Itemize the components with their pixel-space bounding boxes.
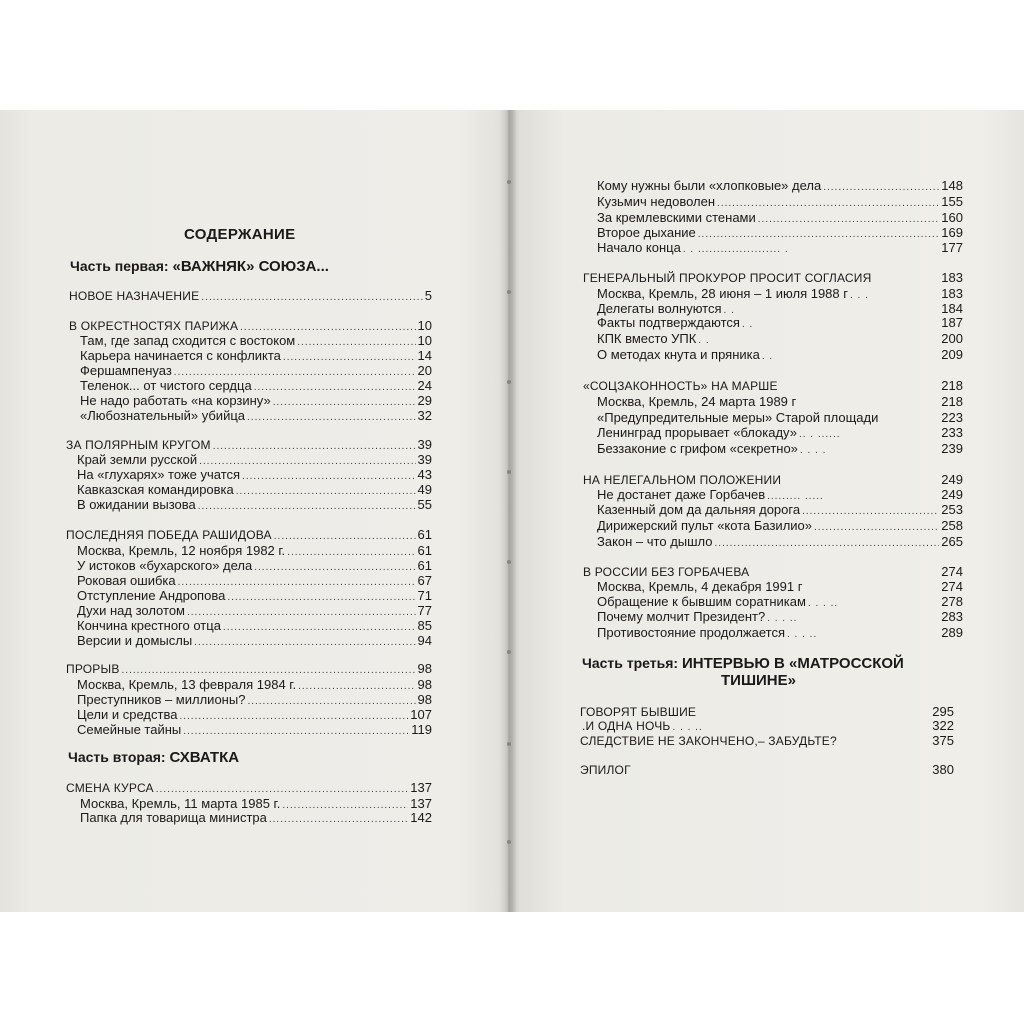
toc-entry-title: За кремлевскими стенами [597, 210, 756, 225]
toc-entry-title: НА НЕЛЕГАЛЬНОМ ПОЛОЖЕНИИ [583, 473, 782, 487]
toc-entry[interactable] [597, 594, 963, 610]
leader-dots [198, 499, 416, 515]
toc-entry-page: 218 [941, 394, 963, 409]
toc-entry-title: НОВОЕ НАЗНАЧЕНИЕ [69, 289, 200, 303]
toc-entry-page: 209 [941, 347, 963, 362]
toc-entry-page: 375 [932, 733, 954, 748]
toc-entry-title: Москва, Кремль, 28 июня – 1 июля 1988 г [597, 286, 848, 301]
toc-entry-title: ПРОРЫВ [66, 662, 120, 676]
toc-entry-page: 119 [411, 722, 432, 737]
toc-entry-page: 61 [417, 543, 432, 558]
toc-entry-page: 61 [417, 558, 432, 573]
toc-entry-title: Москва, Кремль, 24 марта 1989 г [597, 394, 797, 409]
toc-entry-page: 233 [941, 425, 963, 440]
toc-entry[interactable] [80, 363, 432, 379]
toc-entry[interactable] [597, 194, 963, 210]
toc-entry-title: СЛЕДСТВИЕ НЕ ЗАКОНЧЕНО,– ЗАБУДЬТЕ? [580, 734, 837, 748]
toc-entry[interactable] [597, 394, 963, 410]
toc-entry[interactable] [597, 425, 963, 441]
toc-entry[interactable] [583, 472, 963, 488]
toc-entry-page: 148 [941, 178, 963, 193]
toc-entry-page: 249 [941, 472, 963, 487]
part-three-name-line2: ТИШИНЕ» [721, 672, 796, 689]
toc-entry-title: В РОССИИ БЕЗ ГОРБАЧЕВА [583, 565, 750, 579]
toc-entry-page: 32 [417, 408, 432, 423]
toc-entry-title: Кавказская командировка [77, 482, 234, 497]
leader-dots [183, 724, 409, 740]
book-gutter [499, 110, 517, 912]
toc-entry-page: 71 [417, 588, 432, 603]
toc-entry-page: 20 [417, 363, 432, 378]
toc-entry-page: 137 [410, 796, 432, 811]
toc-entry-title: Духи над золотом [77, 603, 185, 618]
toc-entry[interactable] [77, 677, 432, 693]
toc-entry-title: «Предупредительные меры» Старой площади [597, 410, 879, 425]
toc-entry[interactable] [77, 482, 432, 498]
part-two-label: Часть вторая: [68, 749, 166, 765]
toc-entry-title: Второе дыхание [597, 225, 696, 240]
leader-dots [247, 410, 416, 426]
binding-stitch [507, 290, 511, 294]
toc-entry-title: Противостояние продолжается [597, 625, 785, 640]
binding-stitch [507, 380, 511, 384]
toc-entry-page: 39 [417, 437, 432, 452]
toc-entry-page: 239 [941, 441, 963, 456]
toc-entry-title: Не достанет даже Горбачев [597, 487, 766, 502]
leader-dots [201, 290, 422, 306]
toc-entry[interactable] [597, 240, 963, 256]
toc-entry-title: Москва, Кремль, 11 марта 1985 г. [80, 796, 281, 811]
toc-entry-page: 160 [941, 210, 963, 225]
toc-entry[interactable] [597, 579, 963, 595]
toc-entry-title: .И ОДНА НОЧЬ [582, 719, 671, 733]
toc-entry[interactable] [580, 762, 954, 778]
toc-entry-page: 253 [941, 502, 963, 517]
toc-entry-title: СМЕНА КУРСА [66, 781, 154, 795]
toc-entry[interactable] [80, 408, 432, 424]
toc-entry-title: О методах кнута и пряника [597, 347, 760, 362]
toc-entry[interactable] [69, 318, 432, 334]
toc-entry[interactable] [597, 315, 963, 331]
toc-entry-title: Роковая ошибка [77, 573, 176, 588]
toc-entry-title: На «глухарях» тоже учатся [77, 467, 241, 482]
leader-dots [787, 627, 939, 643]
toc-entry[interactable] [80, 393, 432, 409]
toc-entry[interactable] [69, 288, 432, 304]
toc-entry-title: Кузьмич недоволен [597, 194, 716, 209]
toc-entry-title: Там, где запад сходится с востоком [80, 333, 296, 348]
toc-entry[interactable] [597, 210, 963, 226]
binding-stitch [507, 650, 511, 654]
toc-entry[interactable] [80, 378, 432, 394]
toc-entry-page: 295 [932, 704, 954, 719]
toc-entry[interactable] [597, 625, 963, 641]
toc-entry-page: 49 [417, 482, 432, 497]
toc-entry-title: У истоков «бухарского» дела [77, 558, 253, 573]
toc-entry[interactable] [597, 441, 963, 457]
part-two-heading [68, 749, 239, 766]
toc-entry[interactable] [77, 573, 432, 589]
toc-entry[interactable] [597, 410, 963, 426]
toc-entry-page: 98 [417, 692, 432, 707]
leader-dots [683, 242, 939, 258]
toc-entry-title: ЭПИЛОГ [580, 763, 631, 777]
part-three-heading-line2 [721, 672, 796, 689]
toc-entry[interactable] [77, 603, 432, 619]
toc-entry-page: 223 [941, 410, 963, 425]
toc-entry-page: 55 [417, 497, 432, 512]
toc-entry-title: Начало конца [597, 240, 681, 255]
toc-entry[interactable] [77, 452, 432, 468]
toc-entry[interactable] [597, 534, 963, 550]
toc-entry-title: Край земли русской [77, 452, 198, 467]
toc-entry-page: 137 [410, 780, 432, 795]
toc-entry-page: 278 [941, 594, 963, 609]
toc-entry[interactable] [66, 437, 432, 453]
toc-entry-page: 155 [941, 194, 963, 209]
toc-entry-title: Цели и средства [77, 707, 178, 722]
binding-stitch [507, 180, 511, 184]
leader-dots [194, 635, 415, 651]
toc-entry-title: Кончина крестного отца [77, 618, 221, 633]
toc-entry[interactable] [66, 661, 432, 677]
toc-entry[interactable] [77, 692, 432, 708]
toc-entry-page: 94 [417, 633, 432, 648]
toc-entry[interactable] [77, 722, 432, 738]
toc-entry[interactable] [597, 518, 963, 534]
toc-entry-page: 274 [941, 564, 963, 579]
toc-entry-page: 258 [941, 518, 963, 533]
toc-entry[interactable] [597, 609, 963, 625]
toc-entry[interactable] [597, 347, 963, 363]
toc-entry[interactable] [77, 467, 432, 483]
toc-entry-page: 77 [417, 603, 432, 618]
toc-entry[interactable] [80, 333, 432, 349]
toc-entry-title: Москва, Кремль, 4 декабря 1991 г [597, 579, 803, 594]
toc-entry[interactable] [583, 270, 963, 286]
toc-entry-page: 85 [417, 618, 432, 633]
toc-entry[interactable] [597, 178, 963, 194]
toc-entry-title: В ОКРЕСТНОСТЯХ ПАРИЖА [69, 319, 239, 333]
toc-entry[interactable] [582, 718, 954, 734]
toc-entry-title: Карьера начинается с конфликта [80, 348, 281, 363]
toc-entry-title: ГОВОРЯТ БЫВШИЕ [580, 705, 697, 719]
toc-entry-page: 67 [417, 573, 432, 588]
part-three-heading [582, 655, 904, 672]
toc-entry-page: 322 [932, 718, 954, 733]
toc-entry-page: 98 [417, 677, 432, 692]
toc-entry-page: 142 [410, 810, 432, 825]
toc-entry-title: ЗА ПОЛЯРНЫМ КРУГОМ [66, 438, 211, 452]
toc-entry-page: 98 [417, 661, 432, 676]
toc-entry-title: Почему молчит Президент? [597, 609, 766, 624]
toc-entry-page: 184 [941, 301, 963, 316]
binding-stitch [507, 470, 511, 474]
toc-entry[interactable] [77, 497, 432, 513]
toc-entry-page: 183 [941, 270, 963, 285]
toc-entry-page: 380 [932, 762, 954, 777]
toc-entry-page: 39 [417, 452, 432, 467]
toc-entry-page: 14 [417, 348, 432, 363]
toc-entry-title: «СОЦЗАКОННОСТЬ» НА МАРШЕ [583, 379, 778, 393]
toc-entry-page: 283 [941, 609, 963, 624]
toc-entry-page: 200 [941, 331, 963, 346]
part-one-heading [70, 258, 329, 275]
toc-entry-title: Ленинград прорывает «блокаду» [597, 425, 797, 440]
toc-entry[interactable] [77, 707, 432, 723]
toc-entry-title: Москва, Кремль, 13 февраля 1984 г. [77, 677, 297, 692]
part-one-name: «ВАЖНЯК» СОЮЗА... [172, 258, 329, 275]
toc-entry-page: 187 [941, 315, 963, 330]
toc-entry-title: Закон – что дышло [597, 534, 713, 549]
toc-entry-page: 24 [417, 378, 432, 393]
toc-entry[interactable] [80, 348, 432, 364]
toc-entry-page: 249 [941, 487, 963, 502]
toc-entry-title: Преступников – миллионы? [77, 692, 246, 707]
toc-entry[interactable] [597, 286, 963, 302]
toc-entry-page: 169 [941, 225, 963, 240]
toc-entry[interactable] [77, 588, 432, 604]
toc-entry-title: Теленок... от чистого сердца [80, 378, 252, 393]
toc-entry-page: 5 [424, 288, 432, 303]
toc-entry-title: Беззаконие с грифом «секретно» [597, 441, 798, 456]
part-three-label: Часть третья: [582, 655, 679, 671]
toc-entry-title: КПК вместо УПК [597, 331, 697, 346]
binding-stitch [507, 742, 511, 746]
toc-entry-page: 10 [417, 333, 432, 348]
toc-entry[interactable] [77, 543, 432, 559]
toc-entry-title: Версии и домыслы [77, 633, 193, 648]
toc-entry[interactable] [77, 633, 432, 649]
toc-entry[interactable] [597, 225, 963, 241]
toc-entry[interactable] [66, 780, 432, 796]
toc-entry[interactable] [597, 331, 963, 347]
toc-entry-title: Обращение к бывшим соратникам [597, 594, 806, 609]
toc-entry[interactable] [77, 618, 432, 634]
leader-dots [762, 349, 939, 365]
binding-stitch [507, 560, 511, 564]
toc-entry-page: 274 [941, 579, 963, 594]
toc-entry-title: ПОСЛЕДНЯЯ ПОБЕДА РАШИДОВА [66, 528, 272, 542]
toc-entry[interactable] [597, 487, 963, 503]
toc-entry-title: В ожидании вызова [77, 497, 196, 512]
toc-entry[interactable] [597, 502, 963, 518]
toc-entry-title: Фершампенуаз [80, 363, 172, 378]
toc-entry-page: 61 [417, 527, 432, 542]
toc-entry-title: Факты подтверждаются [597, 315, 740, 330]
leader-dots [269, 812, 408, 828]
toc-entry-page: 43 [417, 467, 432, 482]
toc-entry[interactable] [583, 378, 963, 394]
toc-entry-page: 183 [941, 286, 963, 301]
toc-entry-title: Делегаты волнуются [597, 301, 722, 316]
toc-entry-page: 107 [410, 707, 432, 722]
toc-entry-title: Отступление Андропова [77, 588, 226, 603]
binding-stitch [507, 840, 511, 844]
toc-entry[interactable] [66, 527, 432, 543]
part-three-name-line1: ИНТЕРВЬЮ В «МАТРОССКОЙ [681, 655, 904, 672]
toc-entry-page: 29 [417, 393, 432, 408]
toc-entry-title: Семейные тайны [77, 722, 182, 737]
toc-entry[interactable] [583, 564, 963, 580]
toc-entry-page: 177 [941, 240, 963, 255]
toc-entry-page: 289 [941, 625, 963, 640]
toc-entry-title: ГЕНЕРАЛЬНЫЙ ПРОКУРОР ПРОСИТ СОГЛАСИЯ [583, 271, 872, 285]
toc-entry-title: Не надо работать «на корзину» [80, 393, 271, 408]
toc-title: СОДЕРЖАНИЕ [184, 226, 296, 243]
toc-entry-title: Казенный дом да дальняя дорога [597, 502, 801, 517]
toc-entry[interactable] [77, 558, 432, 574]
part-two-name: СХВАТКА [169, 749, 240, 766]
toc-entry-page: 10 [417, 318, 432, 333]
part-one-label: Часть первая: [70, 258, 169, 274]
toc-entry-title: Москва, Кремль, 12 ноября 1982 г. [77, 543, 286, 558]
leader-dots [715, 536, 940, 552]
toc-entry-title: Папка для товарища министра [80, 810, 267, 825]
toc-entry[interactable] [580, 733, 954, 749]
leader-dots [800, 443, 939, 459]
toc-entry-page: 218 [941, 378, 963, 393]
toc-entry-page: 265 [941, 534, 963, 549]
toc-entry-title: Дирижерский пульт «кота Базилио» [597, 518, 813, 533]
toc-entry-title: «Любознательный» убийца [80, 408, 246, 423]
toc-entry[interactable] [80, 810, 432, 826]
toc-entry-title: Кому нужны были «хлопковые» дела [597, 178, 822, 193]
